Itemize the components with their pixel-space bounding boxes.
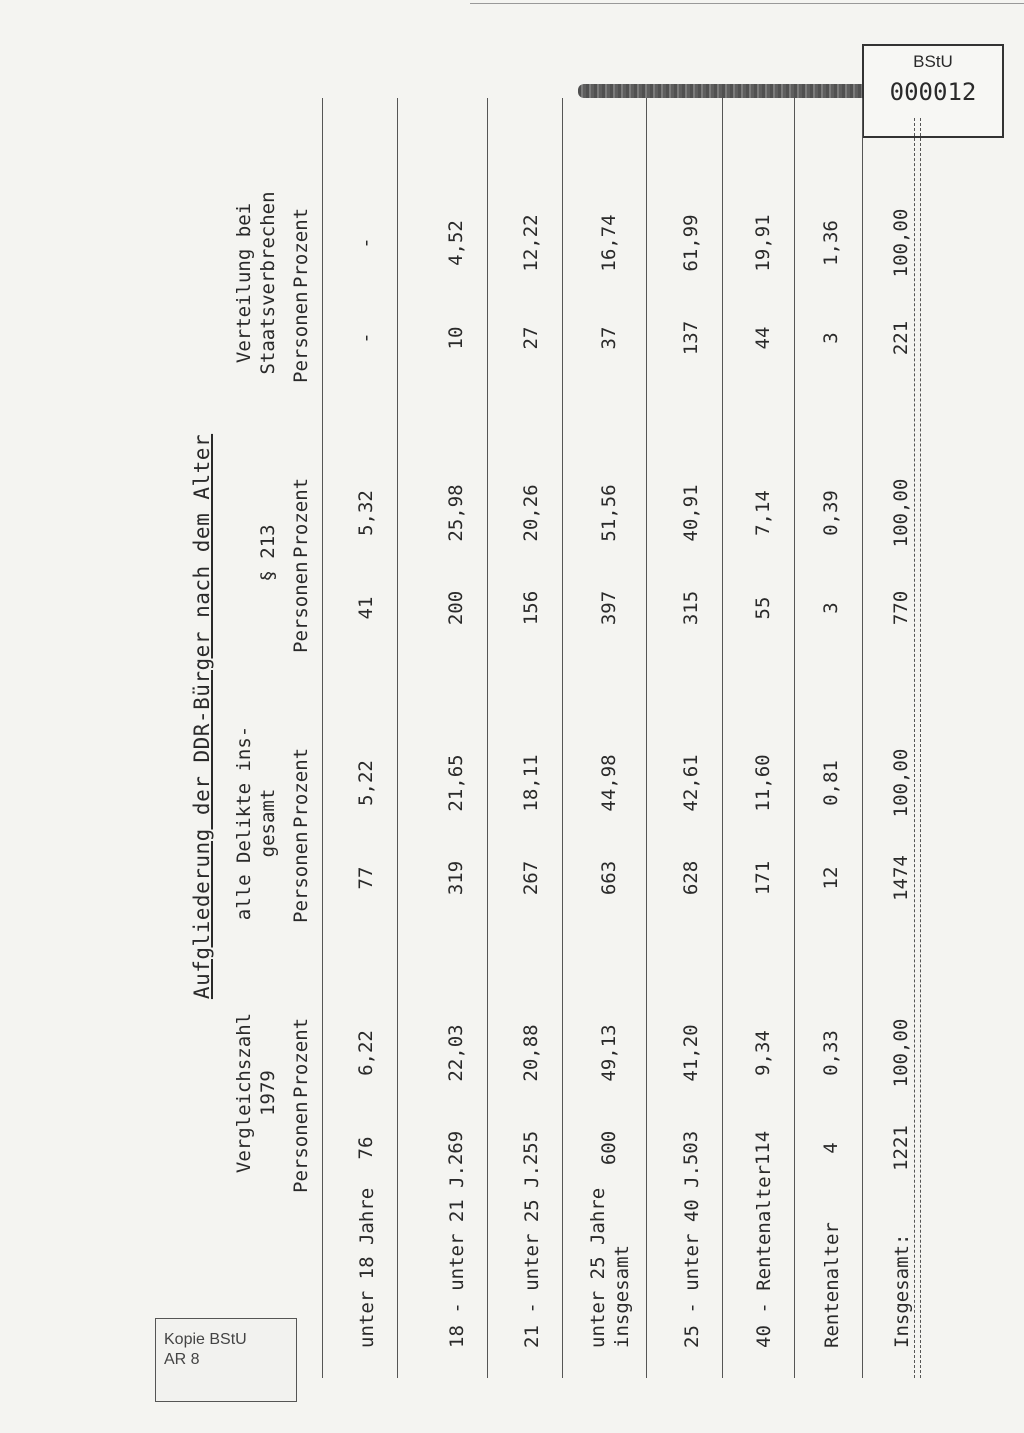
table-cell: 20,88 xyxy=(520,1024,542,1082)
row-separator xyxy=(322,98,323,1378)
row-label: unter 25 Jahre insgesamt xyxy=(587,1187,633,1348)
table-cell: 12,22 xyxy=(520,214,542,272)
column-group-header: alle Delikte ins- gesamt xyxy=(233,725,279,921)
table-cell: 0,39 xyxy=(820,490,842,536)
total-cell: 1474 xyxy=(890,855,912,901)
table-cell: 628 xyxy=(680,860,702,896)
table-cell: 44,98 xyxy=(598,754,620,812)
column-subheader: Personen xyxy=(290,291,312,383)
table-cell: 600 xyxy=(598,1130,620,1166)
table-cell: 44 xyxy=(752,326,774,350)
row-label: 21 - unter 25 J. xyxy=(521,1164,543,1348)
bstu-stamp-number: 000012 xyxy=(889,78,977,106)
table-cell: 37 xyxy=(598,326,620,350)
total-cell: 221 xyxy=(890,320,912,356)
table-cell: 503 xyxy=(680,1130,702,1166)
table-cell: 19,91 xyxy=(752,214,774,272)
table-cell: 4 xyxy=(820,1142,842,1154)
table-cell: 397 xyxy=(598,590,620,626)
total-double-underline xyxy=(914,118,921,1378)
table-cell: 41 xyxy=(355,596,377,620)
row-label: 25 - unter 40 J. xyxy=(681,1164,703,1348)
row-label: 40 - Rentenalter xyxy=(753,1164,775,1348)
column-subheader: Prozent xyxy=(290,207,312,288)
column-subheader: Prozent xyxy=(290,747,312,828)
row-separator xyxy=(397,98,398,1378)
table-cell: 10 xyxy=(445,326,467,350)
table-cell: 40,91 xyxy=(680,484,702,542)
column-subheader: Personen xyxy=(290,1101,312,1193)
table-cell: 1,36 xyxy=(820,220,842,266)
table-cell: 51,56 xyxy=(598,484,620,542)
table-cell: 5,32 xyxy=(355,490,377,536)
total-cell: 100,00 xyxy=(890,208,912,278)
column-group-header: Vergleichszahl 1979 xyxy=(233,1012,279,1174)
table-cell: 25,98 xyxy=(445,484,467,542)
table-cell: 22,03 xyxy=(445,1024,467,1082)
column-group-header: Verteilung bei Staatsverbrechen xyxy=(233,191,279,375)
row-separator xyxy=(646,98,647,1378)
total-cell: 770 xyxy=(890,590,912,626)
copy-stamp-line1: Kopie BStU xyxy=(164,1331,247,1348)
row-separator xyxy=(487,98,488,1378)
table-cell: 9,34 xyxy=(752,1030,774,1076)
column-subheader: Personen xyxy=(290,561,312,653)
table-cell: 7,14 xyxy=(752,490,774,536)
table-cell: - xyxy=(355,237,377,249)
table-cell: 6,22 xyxy=(355,1030,377,1076)
table-cell: 315 xyxy=(680,590,702,626)
table-cell: 27 xyxy=(520,326,542,350)
row-separator xyxy=(722,98,723,1378)
row-label: 18 - unter 21 J. xyxy=(446,1164,468,1348)
column-subheader: Prozent xyxy=(290,1017,312,1098)
table-cell: 76 xyxy=(355,1136,377,1160)
table-cell: 255 xyxy=(520,1130,542,1166)
page-title: Aufgliederung der DDR-Bürger nach dem Alter xyxy=(190,433,214,1000)
table-cell: 3 xyxy=(820,602,842,614)
table-cell: 171 xyxy=(752,860,774,896)
table-cell: 114 xyxy=(752,1130,774,1166)
table-cell: 42,61 xyxy=(680,754,702,812)
row-separator xyxy=(562,98,563,1378)
row-separator xyxy=(862,98,863,1378)
table-cell: 12 xyxy=(820,866,842,890)
table-cell: 16,74 xyxy=(598,214,620,272)
table-cell: - xyxy=(355,332,377,344)
total-cell: 100,00 xyxy=(890,478,912,548)
table-cell: 11,60 xyxy=(752,754,774,812)
table-cell: 3 xyxy=(820,332,842,344)
table-cell: 269 xyxy=(445,1130,467,1166)
row-label: unter 18 Jahre xyxy=(356,1187,378,1348)
total-cell: 1221 xyxy=(890,1125,912,1171)
table-cell: 267 xyxy=(520,860,542,896)
table-cell: 18,11 xyxy=(520,754,542,812)
row-label: Rentenalter xyxy=(821,1222,843,1348)
table-cell: 156 xyxy=(520,590,542,626)
table-cell: 663 xyxy=(598,860,620,896)
column-subheader: Personen xyxy=(290,831,312,923)
total-cell: 100,00 xyxy=(890,748,912,818)
table-cell: 0,33 xyxy=(820,1030,842,1076)
total-cell: 100,00 xyxy=(890,1018,912,1088)
table-cell: 55 xyxy=(752,596,774,620)
total-label: Insgesamt: xyxy=(891,1233,913,1348)
table-cell: 4,52 xyxy=(445,220,467,266)
table-cell: 77 xyxy=(355,866,377,890)
table-cell: 0,81 xyxy=(820,760,842,806)
table-cell: 61,99 xyxy=(680,214,702,272)
bstu-stamp-label: BStU xyxy=(913,52,953,71)
table-cell: 49,13 xyxy=(598,1024,620,1082)
table-cell: 319 xyxy=(445,860,467,896)
copy-stamp-line2: AR 8 xyxy=(164,1351,200,1368)
column-group-header: § 213 xyxy=(257,524,279,582)
row-separator xyxy=(794,98,795,1378)
column-subheader: Prozent xyxy=(290,477,312,558)
table-cell: 21,65 xyxy=(445,754,467,812)
table-cell: 41,20 xyxy=(680,1024,702,1082)
table-cell: 5,22 xyxy=(355,760,377,806)
table-cell: 137 xyxy=(680,320,702,356)
table-cell: 200 xyxy=(445,590,467,626)
table-cell: 20,26 xyxy=(520,484,542,542)
